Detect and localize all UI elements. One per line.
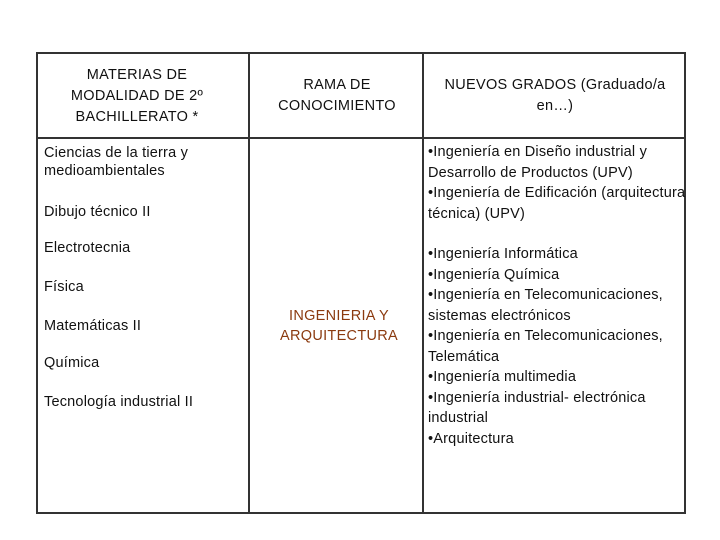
degree-item: •Ingeniería Química: [428, 266, 560, 283]
column-divider-1: [248, 54, 250, 512]
degree-item: •Ingeniería multimedia: [428, 369, 577, 385]
column-divider-2: [422, 54, 424, 512]
bullet-icon: •: [428, 144, 434, 160]
branch-label: INGENIERIA Y ARQUITECTURA: [280, 308, 398, 344]
degree-item: •Ingeniería en Telecomunicaciones, Telemática: [428, 328, 663, 365]
degree-item: •Ingeniería de Edificación (arquitectura técnica) (UPV): [428, 185, 686, 222]
bullet-icon: •: [428, 287, 434, 303]
subject-item: Electrotecnia: [44, 240, 131, 256]
bullet-icon: •: [428, 389, 434, 406]
bullet-icon: •: [428, 369, 434, 385]
header-subjects: MATERIAS DE MODALIDAD DE 2º BACHILLERATO *: [70, 66, 204, 125]
degree-group-design: [428, 142, 686, 224]
subject-item: Matemáticas II: [44, 318, 142, 334]
degree-item: •Arquitectura: [428, 430, 514, 447]
degree-group-engineering: [428, 244, 686, 449]
subject-item: Física: [44, 279, 84, 295]
degree-item: •Ingeniería en Diseño industrial y Desarrollo de Productos (UPV): [428, 144, 648, 181]
degree-item: •Ingeniería Informática: [428, 246, 578, 262]
subject-item: Ciencias de la tierra y medioambientales: [44, 145, 189, 179]
bullet-icon: •: [428, 328, 434, 344]
subject-item: Química: [44, 355, 100, 371]
bullet-icon: •: [428, 430, 434, 447]
degree-item: •Ingeniería industrial- electrónica industrial: [428, 389, 646, 426]
bullet-icon: •: [428, 185, 434, 201]
bullet-icon: •: [428, 266, 434, 283]
degrees-table: [36, 52, 686, 514]
subject-item: Dibujo técnico II: [44, 204, 151, 220]
subject-item: Tecnología industrial II: [44, 394, 194, 410]
header-branch: RAMA DE CONOCIMIENTO: [278, 77, 396, 114]
degree-item: •Ingeniería en Telecomunicaciones, sistemas electrónicos: [428, 287, 663, 324]
bullet-icon: •: [428, 246, 434, 262]
header-degrees: NUEVOS GRADOS (Graduado/a en…): [444, 77, 666, 114]
